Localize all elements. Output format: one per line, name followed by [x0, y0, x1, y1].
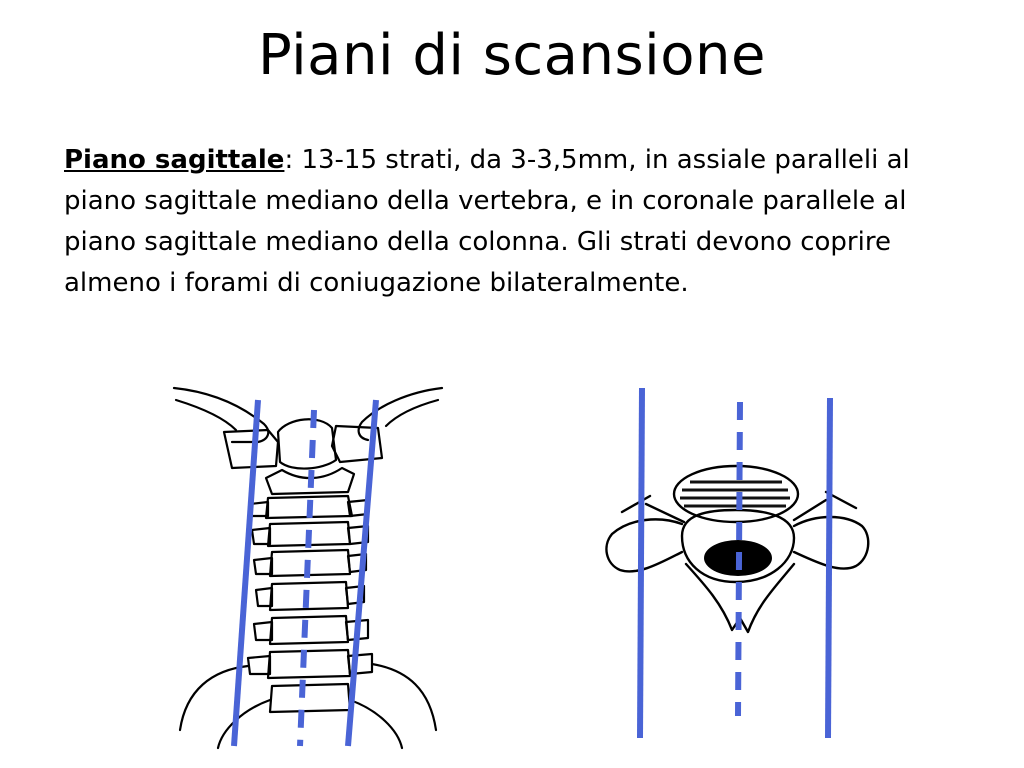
term-piano-sagittale: Piano sagittale [64, 145, 285, 175]
scan-line-right [348, 400, 376, 746]
scan-line-midsagittal [300, 410, 314, 746]
term-separator: : [284, 145, 294, 175]
paragraph-text: 13-15 strati, da 3-3,5mm, in assiale paralleli al piano sagittale mediano della vertebra, e in coronale parallele al piano sagittale mediano della colonna. Gli strati devono coprire almeno i forami di coniugazione bilateralmente. [64, 145, 910, 298]
axial-scan-line-left [640, 388, 642, 738]
body-paragraph [64, 140, 944, 304]
coronal-spine-figure [172, 370, 444, 750]
scan-line-left [234, 400, 258, 746]
axial-scan-line-right [828, 398, 830, 738]
slide-title: Piani di scansione [258, 23, 766, 88]
coronal-cervical-spine-icon [172, 370, 444, 750]
axial-vertebra-icon [590, 386, 890, 742]
axial-vertebra-figure [590, 386, 890, 742]
